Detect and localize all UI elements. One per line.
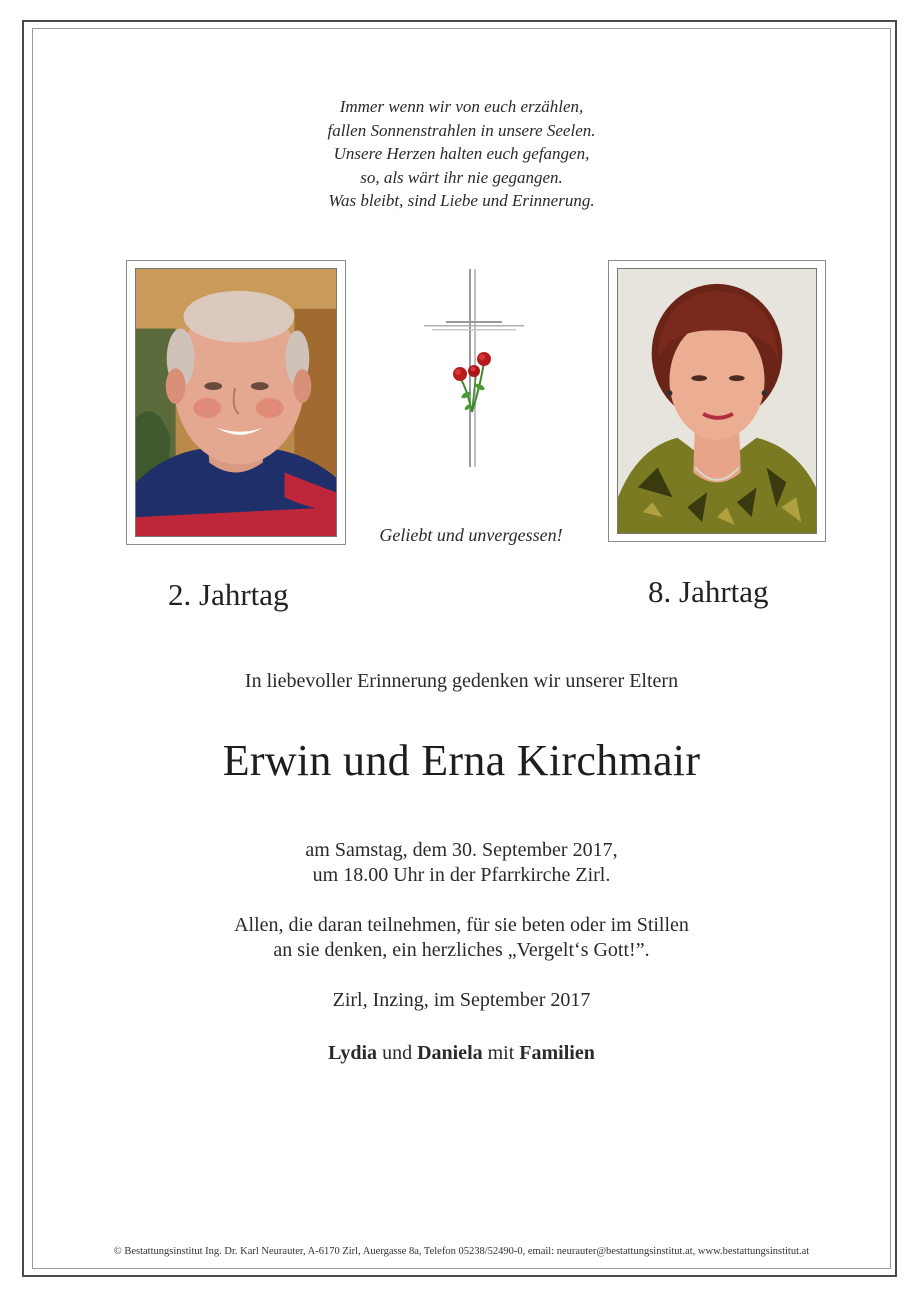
anniversary-right: 8. Jahrtag [648,574,769,609]
footer-imprint: © Bestattungsinstitut Ing. Dr. Karl Neurauter, A-6170 Zirl, Auergasse 8a, Telefon 05238/52490-0, email: neurauter@bestattungsinstitut.at, www.bestattungsinstitut.at [113,1246,810,1257]
anniversary-left: 2. Jahrtag [168,577,289,612]
thanks-line: Allen, die daran teilnehmen, für sie beten oder im Stillen [234,914,689,936]
thanks-text [0,913,923,963]
poem-line: Immer wenn wir von euch erzählen, [339,97,584,116]
photo-frame-right [608,260,826,542]
signature-and: und [382,1042,413,1064]
poem-line: so, als wärt ihr nie gegangen. [360,167,563,187]
motto: Geliebt und unvergessen! [379,525,563,545]
deceased-names: Erwin und Erna Kirchmair [222,736,701,785]
poem-line: fallen Sonnenstrahlen in unsere Seelen. [327,120,596,140]
signature-families: Familien [519,1042,595,1064]
signature-with: mit [487,1042,515,1064]
service-line: um 18.00 Uhr in der Pfarrkirche Zirl. [312,864,611,886]
signature-name-lydia: Lydia [328,1042,378,1064]
service-info [0,838,923,888]
poem-line: Unsere Herzen halten euch gefangen, [333,144,590,163]
signature [0,1041,923,1066]
poem [0,95,923,213]
cross-with-roses [424,267,524,469]
signature-name-daniela: Daniela [417,1042,483,1064]
portrait-photo-man [135,268,337,537]
intro-text: In liebevoller Erinnerung gedenken wir unserer Eltern [244,670,679,692]
service-line: am Samstag, dem 30. September 2017, [305,839,618,861]
portrait-photo-woman [617,268,817,534]
place-date: Zirl, Inzing, im September 2017 [332,989,591,1011]
photo-frame-left [126,260,346,545]
inner-border [32,28,891,1269]
thanks-line: an sie denken, ein herzliches „Vergelt‘s Gott!”. [273,939,650,961]
poem-line: Was bleibt, sind Liebe und Erinnerung. [328,191,595,210]
